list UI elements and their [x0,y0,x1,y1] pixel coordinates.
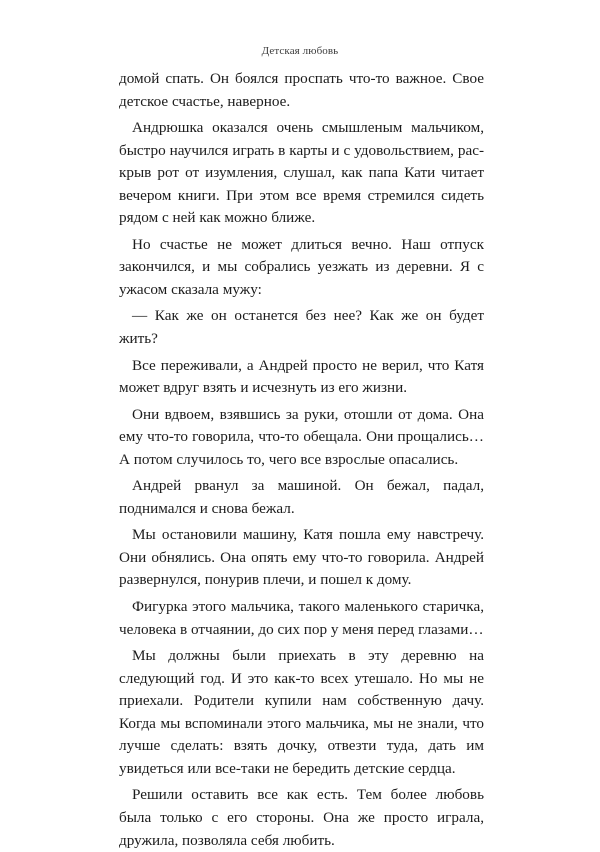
paragraph: Мы остановили машину, Катя пошла ему навстречу. Они обнялись. Она опять ему что-то говорила. Андрей развернулся, понурив плечи, и пошел к дому. [119,526,484,589]
paragraph: Мы должны были приехать в эту деревню на следующий год. И это как-то всех утешало. Но мы не приехали. Родители купили нам собственную дачу. Когда мы вспоминали этого мальчика, мы не знали, что лучше сделать: взять дочку, отвезти туда, дать им увидеться или все-таки не бередить детские сердца. [119,647,484,777]
paragraph: Андрей рванул за машиной. Он бежал, падал, поднимался и снова бежал. [119,477,484,517]
paragraph: Фигурка этого мальчика, такого маленького старичка, человека в отчаянии, до сих пор у меня перед глазами… [119,598,484,638]
paragraph: Андрюшка оказался очень смышленым мальчиком, быстро научился играть в карты и с удовольствием, раскрыв рот от изумления, слушал, как папа Кати читает вечером книги. При этом все время стремился сидеть рядом с ней как можно ближе. [119,119,484,227]
running-head: Детская любовь [261,45,339,57]
body-text [119,68,484,852]
paragraph: Они вдвоем, взявшись за руки, отошли от дома. Она ему что-то говорила, что-то обещала. Они прощались… А потом случилось то, чего все взрослые опасались. [119,405,484,468]
paragraph: Решили оставить все как есть. Тем более любовь была только с его стороны. Она же просто играла, дружила, позволяла себя любить. [119,786,484,849]
paragraph: — Как же он останется без нее? Как же он будет жить? [119,307,484,348]
paragraph: Но счастье не может длиться вечно. Наш отпуск закончился, и мы собрались уезжать из деревни. Я с ужасом сказала мужу: [119,235,484,298]
paragraph: Все переживали, а Андрей просто не верил, что Катя может вдруг взять и исчезнуть из его жизни. [119,356,484,397]
paragraph: домой спать. Он боялся проспать что-то важное. Свое детское счастье, наверное. [119,70,484,110]
